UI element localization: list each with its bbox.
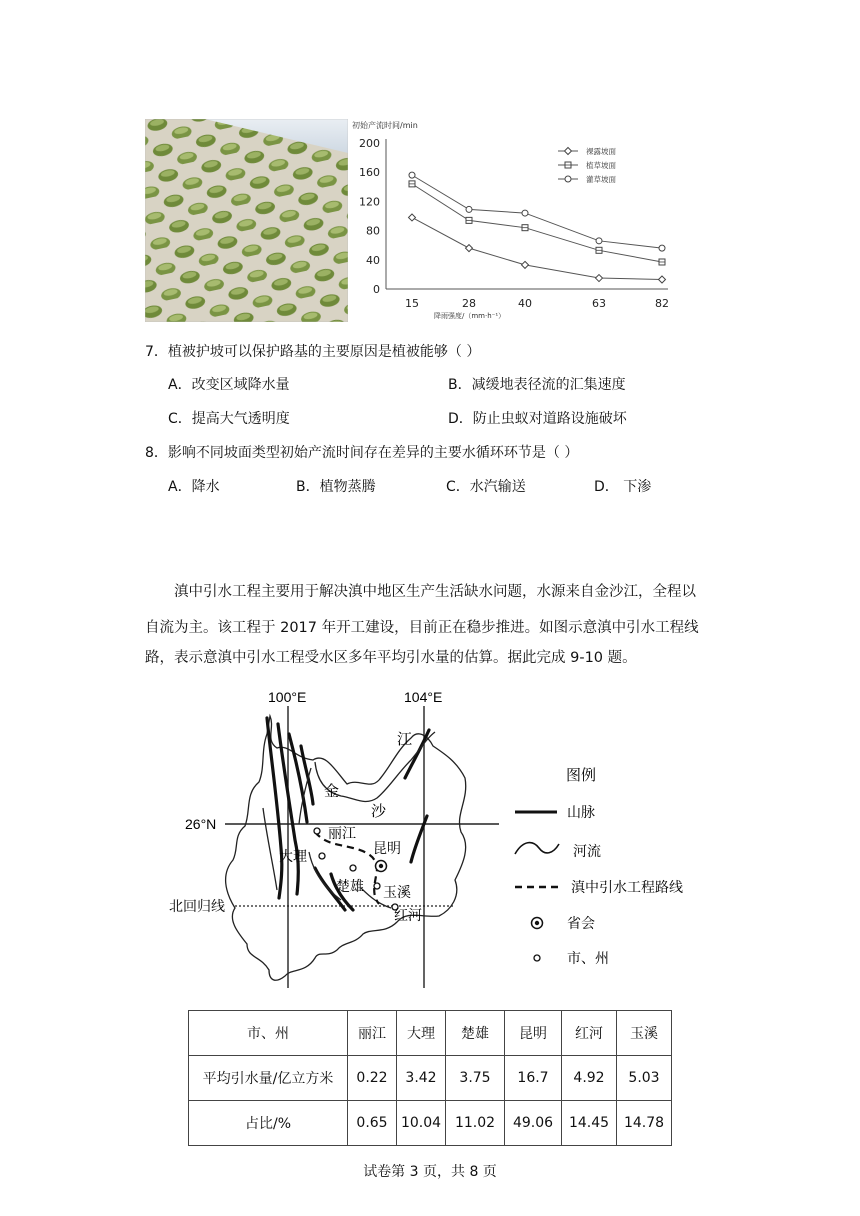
- data-point: [596, 238, 602, 244]
- table-cell: 楚雄: [446, 1011, 505, 1056]
- chart-ylabel: 初始产流时间/min: [352, 121, 418, 130]
- data-point: [466, 245, 473, 252]
- table-cell: 14.78: [617, 1101, 672, 1146]
- table-cell: 红河: [562, 1011, 617, 1056]
- question-8-option-d[interactable]: D． 下渗: [594, 479, 652, 495]
- data-point: [522, 261, 529, 268]
- table-cell: 3.42: [397, 1056, 446, 1101]
- data-point: [565, 176, 571, 182]
- tropic-label: 北回归线: [169, 898, 225, 914]
- table-cell: 4.92: [562, 1056, 617, 1101]
- city-honghe: 红河: [394, 907, 422, 923]
- data-point: [659, 276, 666, 283]
- table-cell: 10.04: [397, 1101, 446, 1146]
- table-cell: 16.7: [505, 1056, 562, 1101]
- data-point: [409, 172, 415, 178]
- page-footer: 试卷第 3 页，共 8 页: [363, 1164, 497, 1180]
- city-yuxi: 玉溪: [383, 884, 411, 900]
- table-cell: 0.65: [348, 1101, 397, 1146]
- question-7-option-b[interactable]: B．减缓地表径流的汇集速度: [448, 377, 626, 393]
- table-cell: 昆明: [505, 1011, 562, 1056]
- legend-label: 裸露坡面: [586, 147, 616, 156]
- question-7-stem: 7．植被护坡可以保护路基的主要原因是植被能够（ ）: [145, 344, 481, 360]
- legend-label: 灌草坡面: [586, 175, 616, 184]
- province-outline: [226, 716, 466, 980]
- question-7-option-d[interactable]: D．防止虫蚁对道路设施破坏: [448, 411, 627, 427]
- passage-line-3: 路，表示意滇中引水工程受水区多年平均引水量的估算。据此完成 9-10 题。: [145, 650, 637, 666]
- table-cell: 3.75: [446, 1056, 505, 1101]
- question-8-option-b[interactable]: B．植物蒸腾: [296, 479, 376, 495]
- river-label-sha: 沙: [371, 803, 387, 820]
- runoff-line-chart: [350, 118, 680, 328]
- x-tick-label: 82: [655, 297, 669, 310]
- table-cell: 丽江: [348, 1011, 397, 1056]
- legend-label: 植草坡面: [586, 161, 616, 170]
- table-cell: 14.45: [562, 1101, 617, 1146]
- table-cell: 0.22: [348, 1056, 397, 1101]
- city-dali: 大理: [279, 848, 307, 864]
- table-row: [189, 1056, 672, 1101]
- river-label-jiang: 江: [397, 731, 413, 748]
- chart-xlabel: 降雨强度/（mm·h⁻¹）: [434, 312, 506, 320]
- city-lijiang: 丽江: [328, 825, 356, 841]
- y-tick-label: 120: [359, 195, 380, 209]
- y-tick-label: 80: [366, 224, 380, 238]
- table-cell: 大理: [397, 1011, 446, 1056]
- table-cell: 占比/%: [189, 1101, 348, 1146]
- legend-city: 市、州: [567, 950, 609, 966]
- data-point: [596, 275, 603, 282]
- data-point: [409, 214, 416, 221]
- table-row: [189, 1101, 672, 1146]
- y-tick-label: 160: [359, 166, 380, 180]
- y-tick-label: 40: [366, 253, 380, 267]
- passage-line-2: 自流为主。该工程于 2017 年开工建设，目前正在稳步推进。如图示意滇中引水工程线: [145, 620, 699, 636]
- series-line: [412, 184, 662, 262]
- table-cell: 11.02: [446, 1101, 505, 1146]
- passage-line-1: 滇中引水工程主要用于解决滇中地区生产生活缺水问题，水源来自金沙江，全程以: [174, 584, 696, 600]
- legend-mountain: 山脉: [567, 804, 595, 820]
- legend-route: 滇中引水工程路线: [571, 879, 683, 895]
- series-line: [412, 217, 662, 279]
- lon-104-label: 104°E: [404, 689, 443, 705]
- lon-100-label: 100°E: [268, 689, 307, 705]
- x-tick-label: 40: [518, 297, 532, 310]
- x-tick-label: 15: [405, 297, 419, 310]
- question-7-option-a[interactable]: A．改变区域降水量: [168, 377, 290, 393]
- table-header-row: [189, 1011, 672, 1056]
- table-cell: 市、州: [189, 1011, 348, 1056]
- question-7-option-c[interactable]: C．提高大气透明度: [168, 411, 290, 427]
- data-point: [522, 210, 528, 216]
- legend-title: 图例: [566, 767, 597, 784]
- x-tick-label: 28: [462, 297, 476, 310]
- question-8-stem: 8．影响不同坡面类型初始产流时间存在差异的主要水循环环节是（ ）: [145, 445, 579, 461]
- river-label-jin: 金: [324, 783, 340, 800]
- yunnan-water-diversion-map: [165, 688, 685, 988]
- table-cell: 5.03: [617, 1056, 672, 1101]
- y-tick-label: 0: [373, 283, 380, 296]
- y-tick-label: 200: [359, 137, 380, 150]
- table-cell: 49.06: [505, 1101, 562, 1146]
- data-point: [466, 206, 472, 212]
- table-cell: 玉溪: [617, 1011, 672, 1056]
- x-tick-label: 63: [592, 297, 606, 310]
- legend-capital: 省会: [567, 915, 595, 931]
- question-8-option-a[interactable]: A．降水: [168, 479, 220, 495]
- data-point: [659, 245, 665, 251]
- table-cell: 平均引水量/亿立方米: [189, 1056, 348, 1101]
- water-allocation-table: [188, 1010, 672, 1146]
- slope-protection-photo: [145, 119, 348, 322]
- legend-river: 河流: [573, 843, 601, 859]
- question-8-option-c[interactable]: C．水汽输送: [446, 479, 526, 495]
- lat-26-label: 26°N: [185, 816, 217, 832]
- city-chuxiong: 楚雄: [336, 878, 364, 894]
- map-legend: [515, 767, 683, 966]
- data-point: [565, 148, 572, 155]
- city-kunming: 昆明: [373, 840, 401, 856]
